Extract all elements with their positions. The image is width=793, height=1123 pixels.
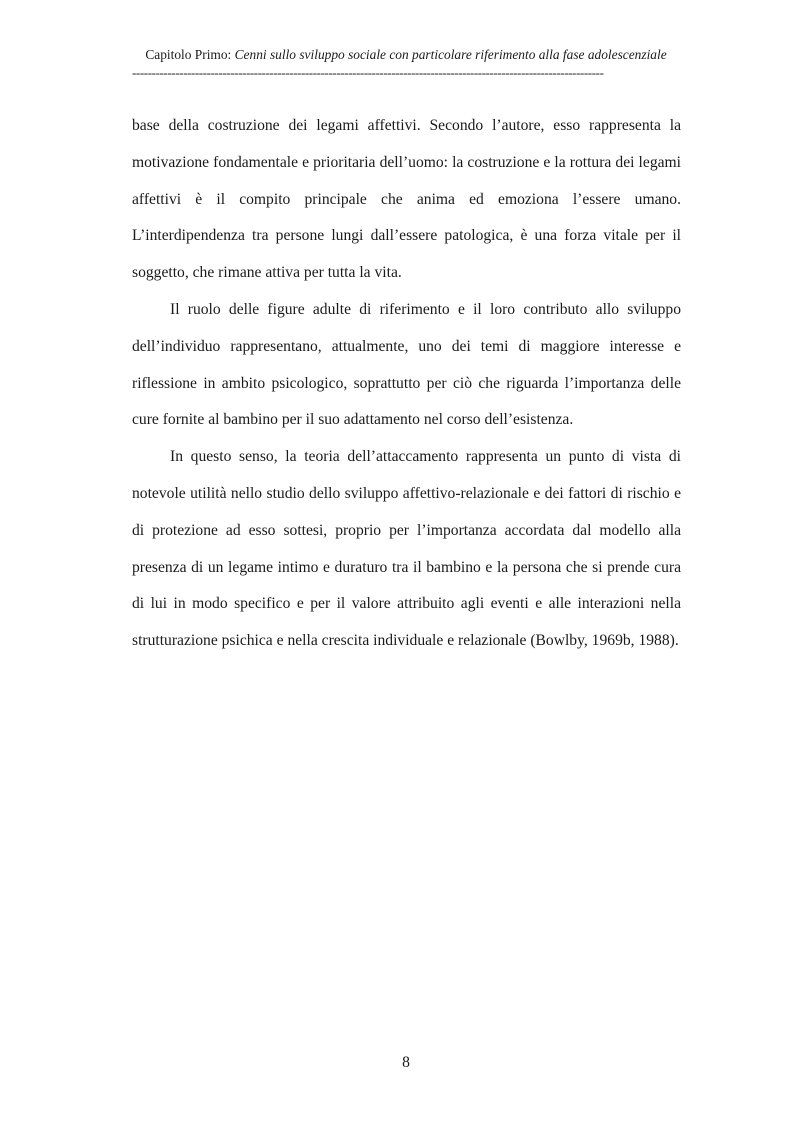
paragraph-1: base della costruzione dei legami affettivi. Secondo l’autore, esso rappresenta la motivazione fondamentale e prioritaria dell’uomo: la costruzione e la rottura dei legami affettivi è il compito principale che anima ed emoziona l’essere umano. L’interdipendenza tra persone lungi dall’essere patologica, è una forza vitale per il soggetto, che rimane attiva per tutta la vita.	[132, 117, 681, 282]
chapter-subtitle: Cenni sullo sviluppo sociale con particolare riferimento alla fase adolescenziale	[234, 47, 667, 62]
paragraph-2: Il ruolo delle figure adulte di riferimento e il loro contributo allo sviluppo dell’individuo rappresentano, attualmente, uno dei temi di maggiore interesse e riflessione in ambito psicologico, soprattutto per ciò che riguarda l’importanza delle cure fornite al bambino per il suo adattamento nel corso dell’esistenza.	[132, 300, 681, 429]
chapter-label: Capitolo Primo:	[145, 47, 232, 62]
running-header	[132, 46, 680, 64]
page-number: 8	[402, 1054, 410, 1071]
paragraph-3: In questo senso, la teoria dell’attaccamento rappresenta un punto di vista di notevole utilità nello studio dello sviluppo affettivo-relazionale e dei fattori di rischio e di protezione ad esso sottesi, proprio per l’importanza accordata dal modello alla presenza di un legame intimo e duraturo tra il bambino e la persona che si prende cura di lui in modo specifico e per il valore attribuito agli eventi e alle interazioni nella strutturazione psichica e nella crescita individuale e relazionale (Bowlby, 1969b, 1988).	[132, 448, 681, 650]
header-dashed-rule: ------------------------------------------------------------------------------------------------------------------------	[132, 66, 604, 80]
body-text	[132, 108, 681, 660]
